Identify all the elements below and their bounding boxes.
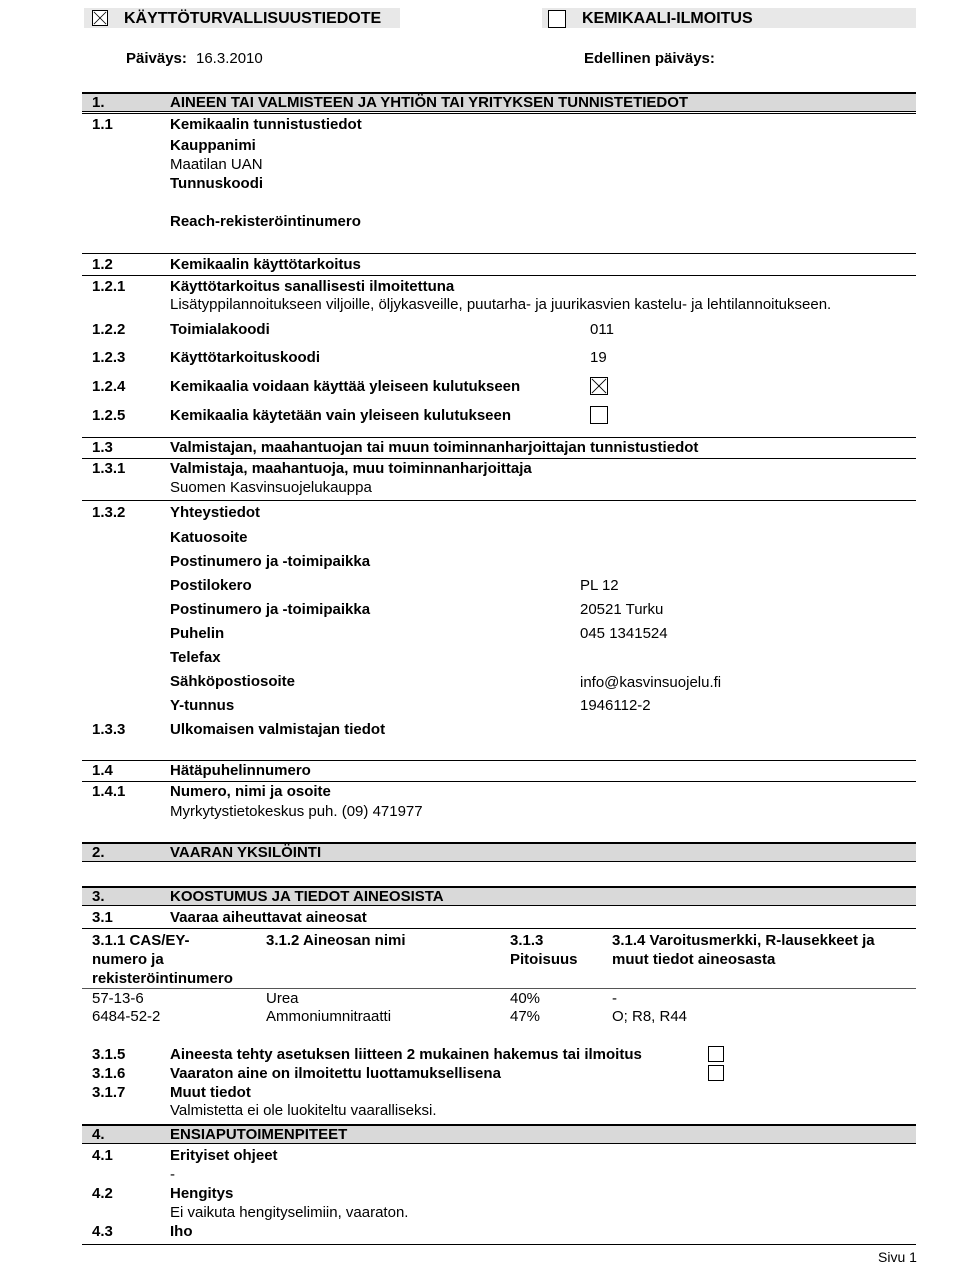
consumer-use-checkbox[interactable] [590,377,608,395]
section-3-1-5-number: 3.1.5 [92,1046,126,1063]
consumer-only-checkbox[interactable] [590,406,608,424]
poison-center-info: Myrkytystietokeskus puh. (09) 471977 [170,803,423,820]
checked-cross-icon [591,378,607,394]
section-1-1-number: 1.1 [92,116,113,133]
table-header-conc-line-1: 3.1.3 [510,932,544,949]
street-address-label: Katuosoite [170,529,248,546]
section-1-number: 1. [92,94,105,111]
special-instructions-text: - [170,1166,175,1183]
section-1-1-title: Kemikaalin tunnistustiedot [170,116,362,133]
sds-title: KÄYTTÖTURVALLISUUSTIEDOTE [124,10,382,27]
section-4-1-number: 4.1 [92,1147,113,1164]
table-row-1-conc: 40% [510,990,541,1007]
section-1-3-2-title: Yhteystiedot [170,504,261,521]
section-3-1-title: Vaaraa aiheuttavat aineosat [170,909,367,926]
trade-name-label: Kauppanimi [170,137,256,154]
section-1-3-3-title: Ulkomaisen valmistajan tiedot [170,721,386,738]
section-1-3-number: 1.3 [92,439,113,456]
section-1-4-rule [82,760,916,761]
section-4-3-title: Iho [170,1223,193,1240]
section-1-3-2-rule [82,500,916,501]
email-value[interactable]: info@kasvinsuojelu.fi [580,674,722,691]
section-3-number: 3. [92,888,105,905]
sds-checkbox[interactable] [92,10,108,26]
intended-use-text: Lisätyppilannoitukseen viljoille, öljykasveille, puutarha- ja juurikasvien kastelu- ja lehtilannoitukseen. [170,296,832,313]
fax-label: Telefax [170,649,221,666]
table-top-rule [82,928,916,929]
section-1-3-rule [82,437,916,438]
email-label: Sähköpostiosoite [170,673,296,690]
business-id-value: 1946112-2 [580,697,651,714]
industry-code-value: 011 [590,321,614,338]
section-1-2-1-rule [82,275,916,276]
section-1-2-2-title: Toimialakoodi [170,321,270,338]
section-1-3-title: Valmistajan, maahantuojan tai muun toiminnanharjoittajan tunnistustiedot [170,439,699,456]
section-1-1-rule [82,113,916,114]
section-1-2-5-title: Kemikaalia käytetään vain yleiseen kulutukseen [170,407,512,424]
section-3-title: KOOSTUMUS JA TIEDOT AINEOSISTA [170,888,444,905]
date-label: Päiväys: [126,50,187,67]
table-row-2-cas: 6484-52-2 [92,1008,161,1025]
section-4-1-title: Erityiset ohjeet [170,1147,278,1164]
notice-title: KEMIKAALI-ILMOITUS [582,10,753,27]
id-code-label: Tunnuskoodi [170,175,264,192]
annex2-checkbox[interactable] [708,1046,724,1062]
table-header-info-line-1: 3.1.4 Varoitusmerkki, R-lausekkeet ja [612,932,875,949]
footer-rule [82,1244,916,1245]
manufacturer-name: Suomen Kasvinsuojelukauppa [170,479,372,496]
section-1-2-1-title: Käyttötarkoitus sanallisesti ilmoitettuna [170,278,455,295]
business-id-label: Y-tunnus [170,697,235,714]
other-info-text: Valmistetta ei ole luokiteltu vaaralliseksi. [170,1102,437,1119]
section-1-2-4-title: Kemikaalia voidaan käyttää yleiseen kulutukseen [170,378,521,395]
section-2-title: VAARAN YKSILÖINTI [170,844,322,861]
section-3-1-7-title: Muut tiedot [170,1084,251,1101]
section-4-title: ENSIAPUTOIMENPITEET [170,1126,348,1143]
section-1-title: AINEEN TAI VALMISTEEN JA YHTIÖN TAI YRITYKSEN TUNNISTETIEDOT [170,94,689,111]
table-header-info-line-2: muut tiedot aineosasta [612,951,776,968]
phone-label: Puhelin [170,625,225,642]
postcode-label-1: Postinumero ja -toimipaikka [170,553,371,570]
inhalation-text: Ei vaikuta hengityselimiin, vaaraton. [170,1204,409,1221]
table-header-conc-line-2: Pitoisuus [510,951,578,968]
page-number: Sivu 1 [878,1249,917,1265]
section-3-1-6-number: 3.1.6 [92,1065,126,1082]
section-1-3-3-number: 1.3.3 [92,721,126,738]
notice-checkbox[interactable] [548,10,566,28]
table-header-rule [82,988,916,989]
section-1-4-1-number: 1.4.1 [92,783,126,800]
phone-value: 045 1341524 [580,625,668,642]
section-1-2-5-number: 1.2.5 [92,407,126,424]
trade-name-value: Maatilan UAN [170,156,263,173]
pobox-value: PL 12 [580,577,619,594]
section-4-2-title: Hengitys [170,1185,234,1202]
previous-date-label: Edellinen päiväys: [584,50,715,67]
section-1-3-1-title: Valmistaja, maahantuoja, muu toiminnanharjoittaja [170,460,532,477]
section-1-2-title: Kemikaalin käyttötarkoitus [170,256,361,273]
section-2-number: 2. [92,844,105,861]
section-1-2-2-number: 1.2.2 [92,321,126,338]
table-header-cas-line-3: rekisteröintinumero [92,970,233,987]
postcode-label-2: Postinumero ja -toimipaikka [170,601,371,618]
use-code-value: 19 [590,349,607,366]
section-3-1-number: 3.1 [92,909,113,926]
section-1-2-1-number: 1.2.1 [92,278,126,295]
table-row-2-conc: 47% [510,1008,541,1025]
table-row-1-name: Urea [266,990,299,1007]
section-1-3-1-number: 1.3.1 [92,460,126,477]
section-1-2-4-number: 1.2.4 [92,378,126,395]
section-1-2-rule [82,253,916,254]
table-row-2-info: O; R8, R44 [612,1008,688,1025]
section-1-3-1-rule [82,458,916,459]
table-row-1-info: - [612,990,617,1007]
table-row-2-name: Ammoniumnitraatti [266,1008,392,1025]
table-header-name: 3.1.2 Aineosan nimi [266,932,406,949]
section-1-2-number: 1.2 [92,256,113,273]
section-1-4-1-title: Numero, nimi ja osoite [170,783,331,800]
table-row-1-cas: 57-13-6 [92,990,144,1007]
section-3-1-5-title: Aineesta tehty asetuksen liitteen 2 mukainen hakemus tai ilmoitus [170,1046,642,1063]
pobox-label: Postilokero [170,577,252,594]
confidential-checkbox[interactable] [708,1065,724,1081]
section-1-2-3-number: 1.2.3 [92,349,126,366]
section-3-1-7-number: 3.1.7 [92,1084,126,1101]
section-1-3-2-number: 1.3.2 [92,504,126,521]
section-1-4-title: Hätäpuhelinnumero [170,762,311,779]
postcode-value: 20521 Turku [580,601,664,618]
table-header-cas-line-2: numero ja [92,951,164,968]
reach-label: Reach-rekisteröintinumero [170,213,361,230]
section-4-number: 4. [92,1126,105,1143]
section-1-2-3-title: Käyttötarkoituskoodi [170,349,321,366]
section-3-1-6-title: Vaaraton aine on ilmoitettu luottamuksellisena [170,1065,501,1082]
table-header-cas-line-1: 3.1.1 CAS/EY- [92,932,190,949]
section-1-4-1-rule [82,781,916,782]
section-1-4-number: 1.4 [92,762,113,779]
date-value: 16.3.2010 [196,50,263,67]
checked-cross-icon [93,11,107,25]
section-4-2-number: 4.2 [92,1185,113,1202]
section-4-3-number: 4.3 [92,1223,113,1240]
